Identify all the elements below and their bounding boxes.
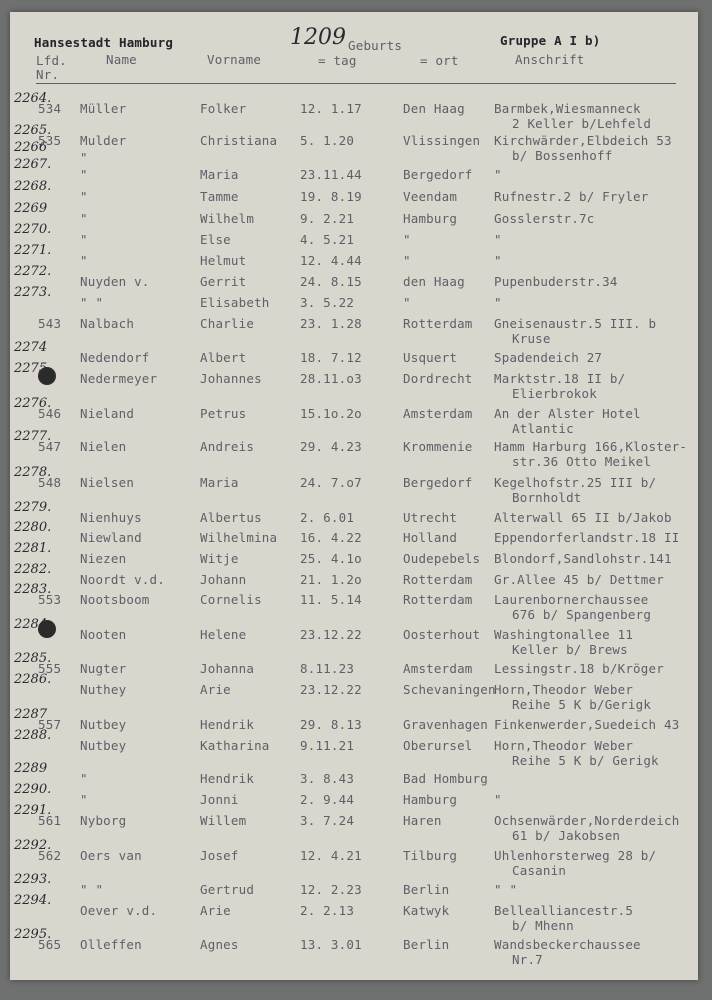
col-header-ort: = ort — [420, 53, 459, 68]
row-firstname: Wilhelmina — [200, 530, 278, 545]
row-surname: " " — [80, 295, 104, 310]
row-birthplace: Rotterdam — [403, 316, 473, 331]
row-address: Spadendeich 27 — [494, 350, 603, 365]
row-birthplace: Rotterdam — [403, 592, 473, 607]
handwritten-number: 2273. — [14, 285, 52, 300]
row-surname: Nedendorf — [80, 350, 150, 365]
row-firstname: Jonni — [200, 792, 239, 807]
row-address: Marktstr.18 II b/ — [494, 371, 626, 386]
row-birthplace: Holland — [403, 530, 458, 545]
row-address-line2: Kruse — [512, 331, 551, 346]
row-firstname: Hendrik — [200, 771, 255, 786]
row-birthdate: 8.11.23 — [300, 661, 355, 676]
row-firstname: Arie — [200, 903, 231, 918]
row-firstname: Arie — [200, 682, 231, 697]
row-surname: Noordt v.d. — [80, 572, 165, 587]
handwritten-number: 2282. — [14, 562, 52, 577]
handwritten-number: 2287 — [14, 707, 48, 722]
row-address-line2: Reihe 5 K b/Gerigk — [512, 697, 652, 712]
row-birthplace: Oudepebels — [403, 551, 481, 566]
row-birthdate: 13. 3.01 — [300, 937, 362, 952]
row-birthdate: 2. 2.13 — [300, 903, 355, 918]
row-surname: " — [80, 167, 88, 182]
row-firstname: Josef — [200, 848, 239, 863]
row-surname: " — [80, 189, 88, 204]
row-number: 548 — [38, 475, 62, 490]
row-birthplace: Bergedorf — [403, 475, 473, 490]
row-address: Bellealliancestr.5 — [494, 903, 634, 918]
row-firstname: Christiana — [200, 133, 278, 148]
row-surname: " — [80, 792, 88, 807]
col-header-name: Name — [106, 52, 137, 67]
row-address: Finkenwerder,Suedeich 43 — [494, 717, 680, 732]
row-address: Laurenbornerchaussee — [494, 592, 649, 607]
row-address: An der Alster Hotel — [494, 406, 641, 421]
row-surname: Nyborg — [80, 813, 127, 828]
row-firstname: Maria — [200, 475, 239, 490]
row-birthplace: Oosterhout — [403, 627, 481, 642]
row-birthplace: Amsterdam — [403, 661, 473, 676]
row-address: Barmbek,Wiesmanneck — [494, 101, 641, 116]
row-birthplace: Utrecht — [403, 510, 458, 525]
row-surname: Nooten — [80, 627, 127, 642]
row-firstname: Else — [200, 232, 231, 247]
row-birthplace: Dordrecht — [403, 371, 473, 386]
col-header-tag: = tag — [318, 53, 357, 68]
handwritten-number: 2278. — [14, 465, 52, 480]
row-firstname: Andreis — [200, 439, 255, 454]
handwritten-number: 2276. — [14, 396, 52, 411]
row-birthplace: Veendam — [403, 189, 458, 204]
row-surname: Nienhuys — [80, 510, 142, 525]
row-number: 555 — [38, 661, 62, 676]
row-address: Ochsenwärder,Norderdeich — [494, 813, 680, 828]
row-birthdate: 24. 7.o7 — [300, 475, 362, 490]
row-birthdate: 24. 8.15 — [300, 274, 362, 289]
row-address-line2: 2 Keller b/Lehfeld — [512, 116, 652, 131]
row-address: " " — [494, 882, 518, 897]
row-address-line2: Elierbrokok — [512, 386, 597, 401]
handwritten-number: 2266 — [14, 140, 48, 155]
row-birthplace: Amsterdam — [403, 406, 473, 421]
row-firstname: Gertrud — [200, 882, 255, 897]
row-number: 547 — [38, 439, 62, 454]
row-birthdate: 23. 1.28 — [300, 316, 362, 331]
row-address: Pupenbuderstr.34 — [494, 274, 618, 289]
row-firstname: Cornelis — [200, 592, 262, 607]
row-surname: Niewland — [80, 530, 142, 545]
row-address-line2: b/ Bossenhoff — [512, 148, 613, 163]
row-firstname: Maria — [200, 167, 239, 182]
row-birthdate: 15.1o.2o — [300, 406, 362, 421]
handwritten-number: 2286. — [14, 672, 52, 687]
row-number: 562 — [38, 848, 62, 863]
handwritten-number: 2292. — [14, 838, 52, 853]
row-address: Gosslerstr.7c — [494, 211, 595, 226]
row-number: 553 — [38, 592, 62, 607]
handwritten-number: 2269 — [14, 201, 48, 216]
row-birthplace: Hamburg — [403, 211, 458, 226]
row-birthdate: 29. 4.23 — [300, 439, 362, 454]
row-address: Wandsbeckerchaussee — [494, 937, 641, 952]
row-firstname: Hendrik — [200, 717, 255, 732]
handwritten-number: 2291. — [14, 803, 52, 818]
row-surname: " — [80, 150, 88, 165]
row-firstname: Helmut — [200, 253, 247, 268]
row-address-line2: Atlantic — [512, 421, 574, 436]
row-address: Blondorf,Sandlohstr.141 — [494, 551, 672, 566]
row-surname: Nedermeyer — [80, 371, 158, 386]
handwritten-number: 2271. — [14, 243, 52, 258]
row-birthdate: 9. 2.21 — [300, 211, 355, 226]
row-birthdate: 18. 7.12 — [300, 350, 362, 365]
row-birthdate: 2. 6.01 — [300, 510, 355, 525]
row-address-line2: b/ Mhenn — [512, 918, 574, 933]
row-birthdate: 21. 1.2o — [300, 572, 362, 587]
row-address-line2: 676 b/ Spangenberg — [512, 607, 652, 622]
row-address: Horn,Theodor Weber — [494, 738, 634, 753]
handwritten-number: 2280. — [14, 520, 52, 535]
row-birthdate: 23.11.44 — [300, 167, 362, 182]
row-address-line2: Casanin — [512, 863, 567, 878]
row-surname: Mulder — [80, 133, 127, 148]
row-birthdate: 3. 8.43 — [300, 771, 355, 786]
city-header: Hansestadt Hamburg — [34, 35, 174, 50]
handwritten-number: 2270. — [14, 222, 52, 237]
row-surname: Nuyden v. — [80, 274, 150, 289]
handwritten-number: 2264. — [14, 91, 52, 106]
row-firstname: Tamme — [200, 189, 239, 204]
sheet-number: 1209 — [290, 25, 346, 50]
row-address: " — [494, 253, 502, 268]
row-birthdate: 23.12.22 — [300, 682, 362, 697]
row-birthdate: 9.11.21 — [300, 738, 355, 753]
row-birthdate: 11. 5.14 — [300, 592, 362, 607]
row-firstname: Willem — [200, 813, 247, 828]
row-birthplace: Vlissingen — [403, 133, 481, 148]
row-birthdate: 25. 4.1o — [300, 551, 362, 566]
row-firstname: Gerrit — [200, 274, 247, 289]
handwritten-number: 2275. — [14, 361, 52, 376]
row-firstname: Witje — [200, 551, 239, 566]
row-birthplace: Krommenie — [403, 439, 473, 454]
row-birthdate: 23.12.22 — [300, 627, 362, 642]
row-address: Kegelhofstr.25 III b/ — [494, 475, 657, 490]
row-birthdate: 28.11.o3 — [300, 371, 362, 386]
row-firstname: Folker — [200, 101, 247, 116]
row-firstname: Johannes — [200, 371, 262, 386]
handwritten-number: 2265. — [14, 123, 52, 138]
row-birthplace: " — [403, 232, 411, 247]
handwritten-number: 2295. — [14, 927, 52, 942]
row-number: 557 — [38, 717, 62, 732]
row-address-line2: Nr.7 — [512, 952, 543, 967]
row-firstname: Albert — [200, 350, 247, 365]
row-birthplace: Hamburg — [403, 792, 458, 807]
row-surname: " " — [80, 882, 104, 897]
row-surname: " — [80, 253, 88, 268]
group-header: Gruppe A I b) — [500, 33, 601, 48]
row-birthdate: 12. 4.44 — [300, 253, 362, 268]
row-surname: Nielen — [80, 439, 127, 454]
handwritten-number: 2272. — [14, 264, 52, 279]
handwritten-number: 2268. — [14, 179, 52, 194]
row-firstname: Albertus — [200, 510, 262, 525]
handwritten-number: 2289 — [14, 761, 48, 776]
row-address: Lessingstr.18 b/Kröger — [494, 661, 664, 676]
handwritten-number: 2294. — [14, 893, 52, 908]
row-firstname: Agnes — [200, 937, 239, 952]
geburts-label: Geburts — [348, 38, 403, 53]
row-firstname: Johann — [200, 572, 247, 587]
row-birthdate: 3. 5.22 — [300, 295, 355, 310]
row-birthplace: Berlin — [403, 937, 450, 952]
row-birthplace: Gravenhagen — [403, 717, 488, 732]
row-firstname: Elisabeth — [200, 295, 270, 310]
row-surname: Nielsen — [80, 475, 135, 490]
col-header-anschrift: Anschrift — [515, 52, 585, 67]
row-birthplace: Haren — [403, 813, 442, 828]
row-address: Gneisenaustr.5 III. b — [494, 316, 657, 331]
handwritten-number: 2274 — [14, 340, 48, 355]
header-rule — [36, 83, 676, 84]
handwritten-number: 2290. — [14, 782, 52, 797]
row-address: Eppendorferlandstr.18 II — [494, 530, 680, 545]
row-address: " — [494, 167, 502, 182]
handwritten-number: 2284. — [14, 617, 52, 632]
row-surname: Oever v.d. — [80, 903, 158, 918]
row-number: 543 — [38, 316, 62, 331]
handwritten-number: 2283. — [14, 582, 52, 597]
row-birthplace: den Haag — [403, 274, 465, 289]
row-birthplace: Bergedorf — [403, 167, 473, 182]
handwritten-number: 2293. — [14, 872, 52, 887]
row-birthplace: " — [403, 253, 411, 268]
row-birthdate: 12. 1.17 — [300, 101, 362, 116]
row-surname: Olleffen — [80, 937, 142, 952]
row-birthplace: Tilburg — [403, 848, 458, 863]
row-address: " — [494, 295, 502, 310]
row-address: " — [494, 792, 502, 807]
row-surname: " — [80, 211, 88, 226]
row-birthplace: Rotterdam — [403, 572, 473, 587]
row-surname: Nutbey — [80, 738, 127, 753]
row-firstname: Johanna — [200, 661, 255, 676]
row-birthplace: Den Haag — [403, 101, 465, 116]
row-number: 534 — [38, 101, 62, 116]
row-birthplace: Berlin — [403, 882, 450, 897]
row-address-line2: Reihe 5 K b/ Gerigk — [512, 753, 659, 768]
col-header-vorname: Vorname — [207, 52, 262, 67]
row-address: Washingtonallee 11 — [494, 627, 634, 642]
row-birthplace: Katwyk — [403, 903, 450, 918]
row-firstname: Katharina — [200, 738, 270, 753]
row-number: 535 — [38, 133, 62, 148]
row-address-line2: 61 b/ Jakobsen — [512, 828, 621, 843]
row-birthdate: 29. 8.13 — [300, 717, 362, 732]
row-address: Uhlenhorsterweg 28 b/ — [494, 848, 657, 863]
row-birthdate: 19. 8.19 — [300, 189, 362, 204]
row-birthplace: Schevaningen — [403, 682, 496, 697]
handwritten-number: 2267. — [14, 157, 52, 172]
row-birthplace: Oberursel — [403, 738, 473, 753]
row-firstname: Helene — [200, 627, 247, 642]
row-surname: Nieland — [80, 406, 135, 421]
handwritten-number: 2277. — [14, 429, 52, 444]
row-address-line2: Keller b/ Brews — [512, 642, 628, 657]
handwritten-number: 2279. — [14, 500, 52, 515]
row-firstname: Wilhelm — [200, 211, 255, 226]
row-surname: Niezen — [80, 551, 127, 566]
row-address-line2: Bornholdt — [512, 490, 582, 505]
row-surname: Nuthey — [80, 682, 127, 697]
handwritten-number: 2281. — [14, 541, 52, 556]
col-header-lfd: Lfd. — [36, 53, 67, 68]
row-birthplace: " — [403, 295, 411, 310]
row-birthdate: 2. 9.44 — [300, 792, 355, 807]
row-address: Gr.Allee 45 b/ Dettmer — [494, 572, 664, 587]
row-address: Kirchwärder,Elbdeich 53 — [494, 133, 672, 148]
row-number: 565 — [38, 937, 62, 952]
row-firstname: Charlie — [200, 316, 255, 331]
row-surname: Nootsboom — [80, 592, 150, 607]
row-address: Alterwall 65 II b/Jakob — [494, 510, 672, 525]
row-birthplace: Bad Homburg — [403, 771, 488, 786]
row-surname: " — [80, 232, 88, 247]
row-birthdate: 4. 5.21 — [300, 232, 355, 247]
row-number: 561 — [38, 813, 62, 828]
row-birthdate: 12. 4.21 — [300, 848, 362, 863]
row-surname: Nutbey — [80, 717, 127, 732]
row-birthplace: Usquert — [403, 350, 458, 365]
col-header-nr: Nr. — [36, 67, 60, 82]
handwritten-number: 2288. — [14, 728, 52, 743]
handwritten-number: 2285. — [14, 651, 52, 666]
row-surname: Oers van — [80, 848, 142, 863]
row-number: 546 — [38, 406, 62, 421]
row-surname: " — [80, 771, 88, 786]
row-birthdate: 12. 2.23 — [300, 882, 362, 897]
row-address: Hamm Harburg 166,Kloster- — [494, 439, 688, 454]
row-surname: Müller — [80, 101, 127, 116]
row-surname: Nalbach — [80, 316, 135, 331]
row-surname: Nugter — [80, 661, 127, 676]
row-firstname: Petrus — [200, 406, 247, 421]
row-address: " — [494, 232, 502, 247]
row-address: Horn,Theodor Weber — [494, 682, 634, 697]
row-address-line2: str.36 Otto Meikel — [512, 454, 652, 469]
row-birthdate: 3. 7.24 — [300, 813, 355, 828]
row-birthdate: 5. 1.20 — [300, 133, 355, 148]
row-birthdate: 16. 4.22 — [300, 530, 362, 545]
row-address: Rufnestr.2 b/ Fryler — [494, 189, 649, 204]
